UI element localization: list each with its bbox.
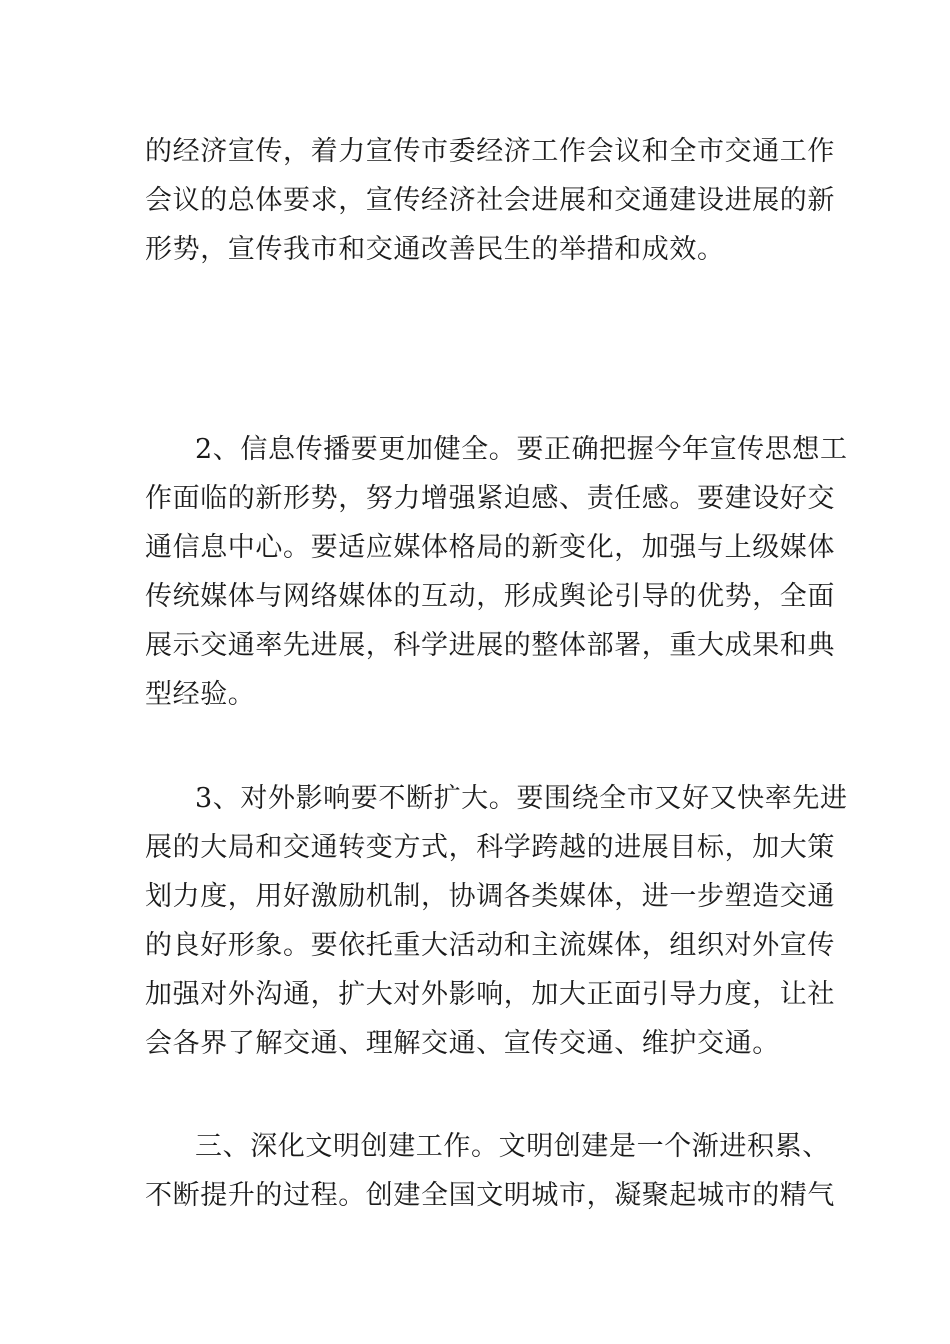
- paragraph-line: 3、对外影响要不断扩大。要围绕全市又好又快率先进: [195, 783, 848, 814]
- paragraph-line: 三、深化文明创建工作。文明创建是一个渐进积累、: [195, 1131, 830, 1162]
- paragraph-line: 展示交通率先进展，科学进展的整体部署，重大成果和典: [145, 630, 835, 661]
- paragraph-line: 型经验。: [145, 679, 256, 710]
- paragraph-line: 作面临的新形势，努力增强紧迫感、责任感。要建设好交: [145, 483, 835, 514]
- paragraph-line: 的经济宣传，着力宣传市委经济工作会议和全市交通工作: [145, 136, 835, 167]
- paragraph-line: 通信息中心。要适应媒体格局的新变化，加强与上级媒体: [145, 532, 835, 563]
- paragraph-line: 展的大局和交通转变方式，科学跨越的进展目标，加大策: [145, 832, 835, 863]
- paragraph-line: 传统媒体与网络媒体的互动，形成舆论引导的优势，全面: [145, 581, 835, 612]
- paragraph-line: 2、信息传播要更加健全。要正确把握今年宣传思想工: [195, 434, 848, 465]
- paragraph-line: 会各界了解交通、理解交通、宣传交通、维护交通。: [145, 1028, 780, 1059]
- paragraph-line: 的良好形象。要依托重大活动和主流媒体，组织对外宣传: [145, 930, 835, 961]
- paragraph-line: 会议的总体要求，宣传经济社会进展和交通建设进展的新: [145, 185, 835, 216]
- paragraph-line: 加强对外沟通，扩大对外影响，加大正面引导力度，让社: [145, 979, 835, 1010]
- paragraph-line: 划力度，用好激励机制，协调各类媒体，进一步塑造交通: [145, 881, 835, 912]
- paragraph-line: 不断提升的过程。创建全国文明城市，凝聚起城市的精气: [145, 1180, 835, 1211]
- paragraph-line: 形势，宣传我市和交通改善民生的举措和成效。: [145, 234, 725, 265]
